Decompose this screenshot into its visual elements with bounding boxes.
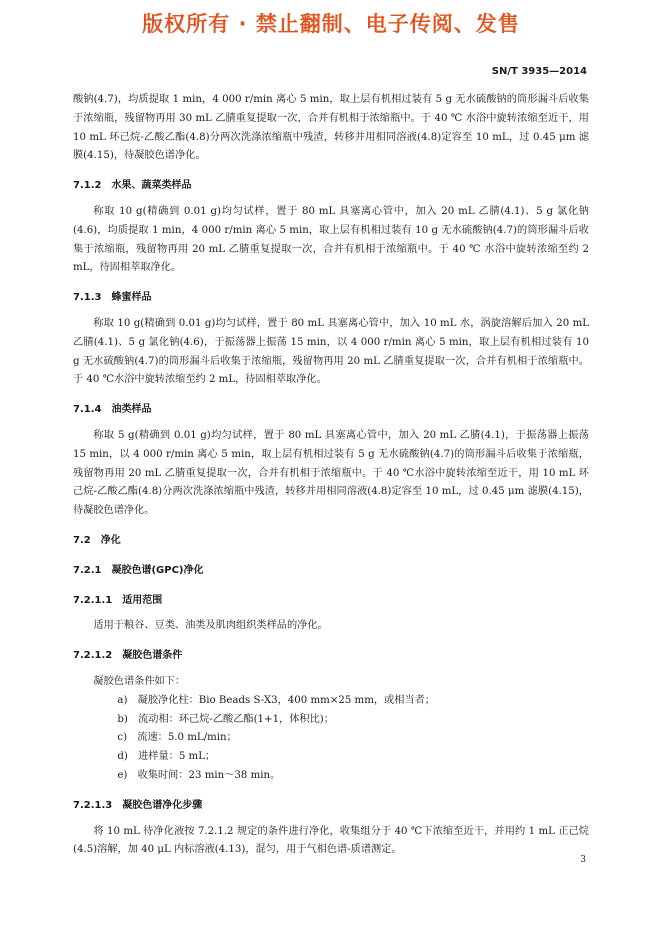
paragraph-7-1-3: 称取 10 g(精确到 0.01 g)均匀试样，置于 80 mL 具塞离心管中，加入 10 mL 水，涡旋溶解后加入 20 mL 乙腈(4.1)、5 g 氯化钠(4.6)，于振荡器上振荡 15 min，以 4 000 r/min 离心 5 min，取上层有机相过装有 10 g 无水硫酸钠(4.7)的筒形漏斗后收集于浓缩瓶，残留物再用 20 mL 乙腈重复提取一次，合并有机相于浓缩瓶中。于 40 ℃水浴中旋转浓缩至约 2 mL，待固相萃取净化。 bbox=[73, 317, 589, 386]
list-text: 进样量：5 mL； bbox=[138, 751, 216, 763]
document-body bbox=[73, 91, 589, 860]
list-item bbox=[73, 711, 589, 730]
gpc-conditions-intro: 凝胶色谱条件如下： bbox=[93, 675, 186, 687]
section-number: 7.2.1 bbox=[73, 564, 102, 576]
section-title: 蜂蜜样品 bbox=[111, 292, 152, 304]
list-text: 收集时间：23 min～38 min。 bbox=[137, 769, 281, 781]
copyright-watermark: 版权所有 · 禁止翻制、电子传阅、发售 bbox=[142, 12, 520, 36]
list-item bbox=[73, 729, 589, 748]
list-label: c) bbox=[117, 732, 128, 744]
section-heading-7-2 bbox=[73, 532, 589, 551]
section-heading-7-1-2 bbox=[73, 177, 589, 196]
gpc-conditions-list bbox=[73, 692, 589, 786]
paragraph-7-2-1-3: 将 10 mL 待净化液按 7.2.1.2 规定的条件进行净化，收集组分于 40 ℃下浓缩至近干，并用约 1 mL 正己烷(4.5)溶解，加 40 μL 内标溶液(4.13)，混匀，用于气相色谱-质谱测定。 bbox=[73, 825, 589, 856]
section-heading-7-1-4 bbox=[73, 401, 589, 420]
section-number: 7.2.1.2 bbox=[73, 650, 113, 662]
section-number: 7.2.1.3 bbox=[73, 799, 113, 811]
list-item bbox=[73, 692, 589, 711]
list-label: e) bbox=[117, 769, 128, 781]
section-number: 7.2.1.1 bbox=[73, 594, 113, 606]
section-title: 适用范围 bbox=[122, 594, 163, 606]
section-heading-7-2-1-1 bbox=[73, 592, 589, 611]
section-heading-7-2-1-2 bbox=[73, 647, 589, 666]
list-label: d) bbox=[117, 751, 128, 763]
section-title: 净化 bbox=[100, 534, 121, 546]
section-heading-7-1-3 bbox=[73, 289, 589, 308]
paragraph-7-1-4: 称取 5 g(精确到 0.01 g)均匀试样，置于 80 mL 具塞离心管中，加入 20 mL 乙腈(4.1)，于振荡器上振荡 15 min，以 4 000 r/min 离心 5 min，取上层有机相过装有 5 g 无水硫酸钠(4.7)的筒形漏斗后收集于浓缩瓶，残留物再用 20 mL 乙腈重复提取一次，合并有机相于浓缩瓶中。于 40 ℃水浴中旋转浓缩至近干，用 10 mL 环己烷-乙酸乙酯(4.8)分两次洗涤浓缩瓶中残渣，转移并用相同溶液(4.8)定容至 10 mL，过 0.45 μm 滤膜(4.15)，待凝胶色谱净化。 bbox=[73, 429, 589, 517]
standard-number: SN/T 3935—2014 bbox=[491, 66, 587, 77]
list-item bbox=[73, 767, 589, 786]
section-number: 7.2 bbox=[73, 534, 91, 546]
page-number: 3 bbox=[580, 855, 586, 865]
section-number: 7.1.2 bbox=[73, 180, 102, 192]
list-text: 凝胶净化柱：Bio Beads S-X3，400 mm×25 mm，或相当者； bbox=[137, 694, 435, 706]
paragraph-7-2-1-1: 适用于粮谷、豆类、油类及肌肉组织类样品的净化。 bbox=[93, 620, 328, 632]
list-label: b) bbox=[117, 713, 128, 725]
list-item bbox=[73, 748, 589, 767]
section-title: 凝胶色谱条件 bbox=[122, 650, 183, 662]
section-title: 水果、蔬菜类样品 bbox=[111, 180, 192, 192]
section-heading-7-2-1-3 bbox=[73, 797, 589, 816]
section-title: 凝胶色谱(GPC)净化 bbox=[111, 564, 204, 576]
list-label: a) bbox=[117, 694, 128, 706]
section-number: 7.1.3 bbox=[73, 292, 102, 304]
section-number: 7.1.4 bbox=[73, 404, 102, 416]
paragraph-7-1-2: 称取 10 g(精确到 0.01 g)均匀试样，置于 80 mL 具塞离心管中，加入 20 mL 乙腈(4.1)、5 g 氯化钠(4.6)，均质提取 1 min，4 000 r/min 离心 5 min，取上层有机相过装有 10 g 无水硫酸钠(4.7)的筒形漏斗后收集于浓缩瓶，残留物再用 20 mL 乙腈重复提取一次，合并有机相于浓缩瓶中。于 40 ℃ 水浴中旋转浓缩至约 2 mL，待固相萃取净化。 bbox=[73, 205, 589, 274]
section-heading-7-2-1 bbox=[73, 562, 589, 581]
list-text: 流速：5.0 mL/min； bbox=[137, 732, 237, 744]
list-text: 流动相：环己烷-乙酸乙酯(1+1，体积比)； bbox=[138, 713, 334, 725]
section-title: 油类样品 bbox=[111, 404, 152, 416]
section-title: 凝胶色谱净化步骤 bbox=[122, 799, 203, 811]
continued-paragraph: 酸钠(4.7)，均质提取 1 min，4 000 r/min 离心 5 min，取上层有机相过装有 5 g 无水硫酸钠的筒形漏斗后收集于浓缩瓶，残留物再用 30 mL 乙腈重复提取一次，合并有机相于浓缩瓶中。于 40 ℃ 水浴中旋转浓缩至近干，用 10 mL 环己烷-乙酸乙酯(4.8)分两次洗涤浓缩瓶中残渣，转移并用相同溶液(4.8)定容至 10 mL，过 0.45 μm 滤膜(4.15)，待凝胶色谱净化。 bbox=[73, 94, 589, 162]
